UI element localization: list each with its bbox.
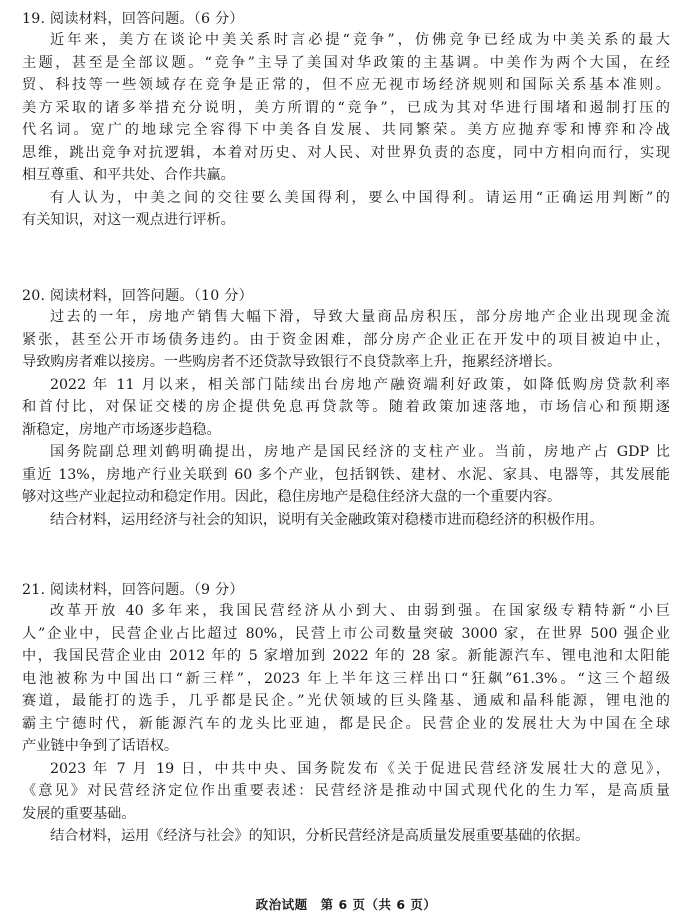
question-21 bbox=[22, 580, 670, 848]
question-20 bbox=[22, 286, 670, 531]
text-line: 发展的重要基础。 bbox=[22, 805, 136, 822]
text-line: 改革开放 40 多年来，我国民营经济从小到大、由弱到强。在国家级专精特新“小巨 bbox=[50, 603, 670, 619]
text-line: 近年来，美方在谈论中美关系时言必提“竞争”，仿佛竞争已经成为中美关系的最大 bbox=[50, 32, 670, 48]
text-line: 和首付比，对保证交楼的房企提供免息再贷款等。随着政策加速落地，市场信心和预期逐 bbox=[22, 399, 670, 415]
text-line: 相互尊重、和平共处、合作共赢。 bbox=[22, 167, 235, 183]
q21-paragraph bbox=[22, 758, 670, 826]
text-line: 过去的一年，房地产销售大幅下滑，导致大量商品房积压，部分房地产企业出现现金流 bbox=[50, 309, 670, 325]
q21-paragraph bbox=[22, 825, 670, 848]
question-21-body bbox=[22, 600, 670, 848]
q20-paragraph bbox=[22, 306, 670, 374]
text-line: 有关知识，对这一观点进行评析。 bbox=[22, 212, 235, 228]
q20-paragraph bbox=[22, 441, 670, 509]
text-line: 2022 年 11 月以来，相关部门陆续出台房地产融资端利好政策，如降低购房贷款利率 bbox=[50, 376, 670, 393]
text-line: 赛道，最能打的选手，几乎都是民企。”光伏领域的巨头隆基、通威和晶科能源，锂电池的 bbox=[22, 693, 670, 709]
text-line: 紧张，甚至公开市场债务违约。由于资金困难，部分房产企业正在开发中的项目被迫中止， bbox=[22, 331, 670, 348]
text-line: 贸、科技等一些领域存在竞争是正常的，但不应无视市场经济规则和国际关系基本准则。 bbox=[22, 77, 670, 93]
text-line: 结合材料，运用经济与社会的知识，说明有关金融政策对稳楼市进而稳经济的积极作用。 bbox=[50, 511, 604, 528]
text-line: 2023 年 7 月 19 日，中共中央、国务院发布《关于促进民营经济发展壮大的意见》， bbox=[50, 760, 670, 777]
text-line: 渐稳定，房地产市场逐步趋稳。 bbox=[22, 421, 221, 438]
question-19 bbox=[22, 9, 670, 232]
text-line: 《意见》对民营经济定位作出重要表述：民营经济是推动中国式现代化的生力军，是高质量 bbox=[22, 783, 670, 799]
q20-paragraph bbox=[22, 374, 670, 442]
q19-paragraph bbox=[22, 29, 670, 187]
question-20-body bbox=[22, 306, 670, 531]
q21-paragraph bbox=[22, 600, 670, 758]
text-line: 霸主宁德时代，新能源汽车的龙头比亚迪，都是民企。民营企业的发展壮大为中国在全球 bbox=[22, 715, 670, 732]
text-line: 中，我国民营企业由 2012 年的 5 家增加到 2022 年的 28 家。新能源汽车、锂电池和太阳能 bbox=[22, 648, 670, 664]
text-line: 产业链中争到了话语权。 bbox=[22, 738, 179, 754]
text-line: 结合材料，运用《经济与社会》的知识，分析民营经济是高质量发展重要基础的依据。 bbox=[50, 828, 590, 844]
text-line: 有人认为，中美之间的交往要么美国得利，要么中国得利。请运用“正确运用判断”的 bbox=[50, 189, 670, 206]
question-21-title: 21. 阅读材料，回答问题。（9 分） bbox=[22, 582, 244, 598]
text-line: 思维，跳出竞争对抗逻辑，本着对历史、对人民、对世界负责的态度，同中方相向而行，实现 bbox=[22, 144, 670, 161]
text-line: 够对这些产业起拉动和稳定作用。因此，稳住房地产是稳住经济大盘的一个重要内容。 bbox=[22, 489, 562, 505]
text-line: 主题，甚至是全部议题。“竞争”主导了美国对华政策的主基调。中美作为两个大国，在经 bbox=[22, 54, 670, 71]
question-20-title: 20. 阅读材料，回答问题。（10 分） bbox=[22, 288, 253, 304]
text-line: 导致购房者难以接房。一些购房者不还贷款导致银行不良贷款率上升，拖累经济增长。 bbox=[22, 354, 562, 370]
q20-paragraph bbox=[22, 509, 670, 532]
text-line: 代名词。宽广的地球完全容得下中美各自发展、共同繁荣。美方应抛弃零和博弈和冷战 bbox=[22, 122, 670, 138]
page-footer: 政治试题 第 6 页（共 6 页） bbox=[255, 897, 437, 912]
text-line: 人”企业中，民营企业占比超过 80%，民营上市公司数量突破 3000 家，在世界 500 强企业 bbox=[22, 625, 670, 642]
text-line: 美方采取的诸多举措充分说明，美方所谓的“竞争”，已成为其对华进行围堵和遏制打压的 bbox=[22, 99, 670, 116]
q19-paragraph bbox=[22, 187, 670, 232]
question-19-title: 19. 阅读材料，回答问题。（6 分） bbox=[22, 11, 244, 27]
text-line: 电池被称为中国出口“新三样”，2023 年上半年这三样出口“狂飙”61.3%。“这三个超级 bbox=[22, 670, 670, 687]
text-line: 重近 13%，房地产行业关联到 60 多个产业，包括钢铁、建材、水泥、家具、电器等，其发展能 bbox=[22, 466, 670, 483]
text-line: 国务院副总理刘鹤明确提出，房地产是国民经济的支柱产业。当前，房地产占 GDP 比 bbox=[50, 444, 670, 460]
question-19-body bbox=[22, 29, 670, 232]
